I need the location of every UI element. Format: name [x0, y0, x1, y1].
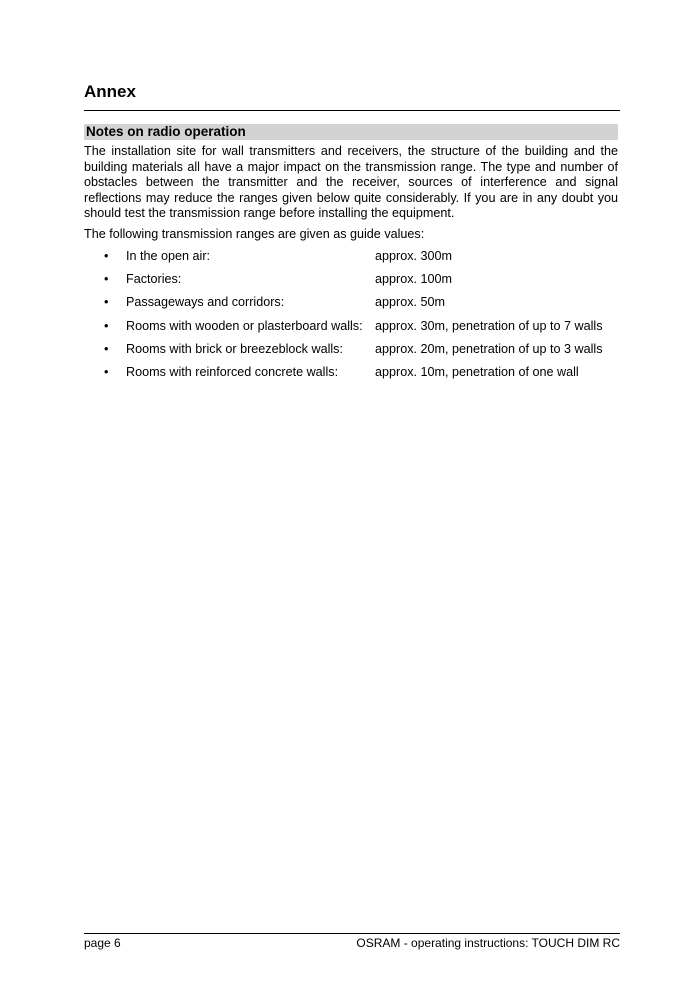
document-name: OSRAM - operating instructions: TOUCH DIM RC [356, 936, 620, 950]
ranges-intro: The following transmission ranges are given as guide values: [84, 227, 425, 241]
range-value: approx. 10m, penetration of one wall [375, 364, 579, 379]
environment-label: Factories: [126, 272, 182, 287]
environment-label: Rooms with brick or breezeblock walls: [126, 341, 343, 356]
section-heading: Notes on radio operation [84, 124, 618, 140]
bullet-icon: • [104, 341, 109, 356]
range-value: approx. 30m, penetration of up to 7 walls [375, 318, 603, 333]
list-item [84, 342, 624, 365]
list-item [84, 319, 624, 342]
bullet-icon: • [104, 364, 109, 379]
page-title: Annex [84, 82, 136, 101]
bullet-icon: • [104, 295, 109, 310]
list-item [84, 295, 624, 318]
list-item [84, 272, 624, 295]
environment-label: Passageways and corridors: [126, 295, 285, 310]
footer-divider [84, 933, 620, 934]
range-value: approx. 100m [375, 272, 453, 287]
title-divider [84, 110, 620, 111]
bullet-icon: • [104, 272, 109, 287]
list-item [84, 365, 624, 388]
transmission-range-list [84, 249, 624, 388]
list-item [84, 249, 624, 272]
bullet-icon: • [104, 318, 109, 333]
environment-label: Rooms with reinforced concrete walls: [126, 364, 339, 379]
bullet-icon: • [104, 249, 109, 263]
body-paragraph: The installation site for wall transmitters and receivers, the structure of the building and the building materials all have a major impact on the transmission range. The type and number of obstacles between the transmitter and the receiver, sources of interference and signal reflections may reduce the ranges given below quite considerably. If you are in any doubt you should test the transmission range before installing the equipment. [84, 144, 618, 220]
range-value: approx. 50m [375, 295, 446, 310]
environment-label: Rooms with wooden or plasterboard walls: [126, 318, 363, 333]
page-number: page 6 [84, 936, 121, 950]
range-value: approx. 20m, penetration of up to 3 walls [375, 341, 603, 356]
environment-label: In the open air: [126, 249, 211, 263]
range-value: approx. 300m [375, 249, 453, 263]
